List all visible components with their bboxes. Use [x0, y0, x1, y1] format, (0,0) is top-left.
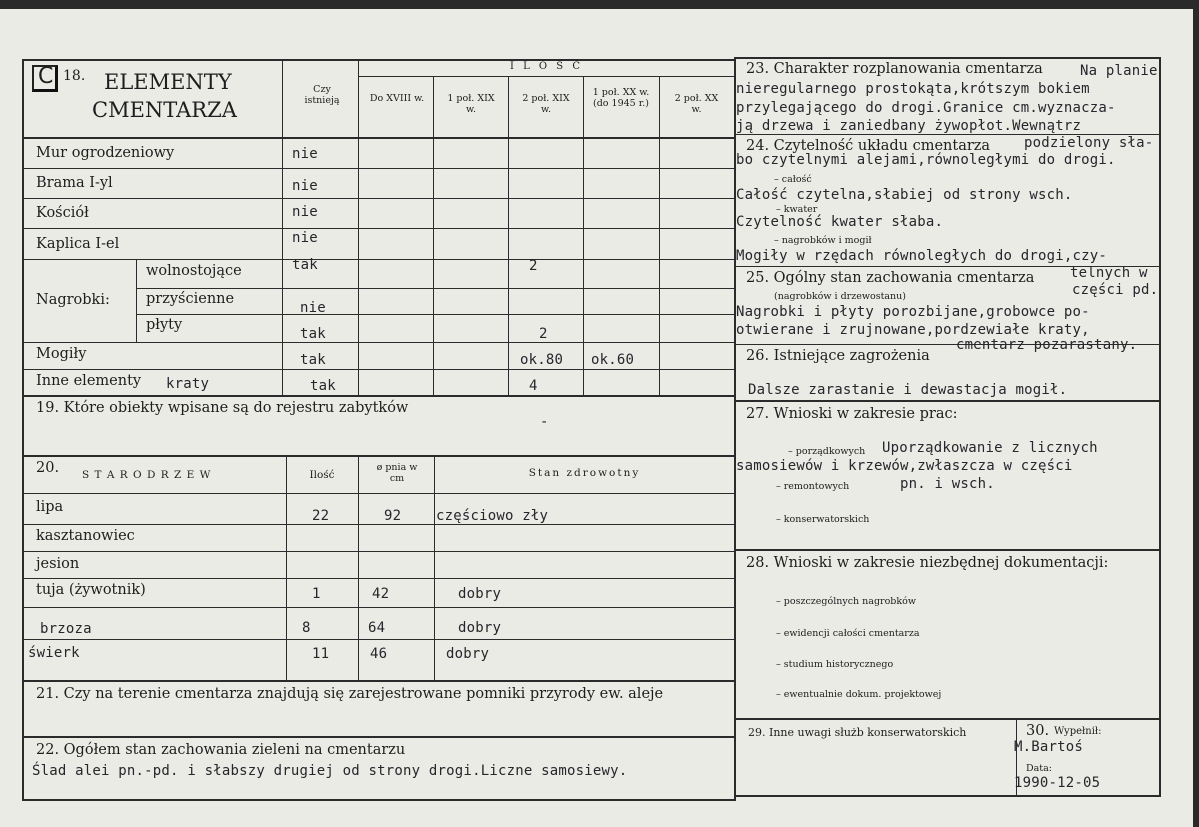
period-1pol-xix: 1 poł. XIX w. [447, 93, 495, 115]
section-21-label: 21. Czy na terenie cmentarza znajdują się zarejestrowane pomniki przyrody ew. aleje [36, 686, 664, 702]
row-inne-2pol-xix: 4 [529, 378, 538, 394]
row-inne-label: Inne elementy [36, 373, 142, 389]
section-29-label: 29. Inne uwagi służb konserwatorskich [748, 726, 967, 739]
section-24-sub-calosc: – całość [774, 174, 812, 185]
rule [358, 76, 735, 77]
frame-bottom-right [734, 795, 1161, 797]
row-plyty-2pol-xix: 2 [539, 326, 548, 342]
rule [22, 168, 735, 169]
rule [136, 314, 735, 315]
section-26-value: Dalsze zarastanie i dewastacja mogił. [748, 382, 1068, 398]
section-23-value-2: nieregularnego prostokąta,krótszym bokiem [736, 81, 1090, 97]
row-nagrobki-label: Nagrobki: [36, 292, 110, 308]
section-19-label: 19. Które obiekty wpisane są do rejestru zabytków [36, 400, 409, 416]
tree-pnia: 46 [370, 646, 388, 662]
section-27-porz-1: Uporządkowanie z licznych [882, 440, 1098, 456]
section-23-value-3: przylegającego do drogi.Granice cm.wyznacza- [736, 100, 1116, 116]
frame-left [22, 59, 24, 801]
row-kosciol-czy: nie [292, 204, 318, 220]
frame-top-right [734, 57, 1160, 59]
tree-stan: dobry [458, 586, 502, 602]
tree-ilosc: 8 [302, 620, 311, 636]
rule [734, 718, 1160, 720]
scan-right-edge [1193, 0, 1199, 827]
row-inne-czy: tak [310, 378, 336, 394]
period-2pol-xix: 2 poł. XIX w. [522, 93, 570, 115]
period-do-xviii: Do XVIII w. [369, 93, 425, 104]
row-mogily-1pol-xx: ok.60 [591, 352, 635, 368]
tree-name: kasztanowiec [36, 528, 135, 544]
rule [22, 639, 735, 640]
tree-name: lipa [36, 499, 64, 515]
section-19-value: - [540, 414, 549, 430]
rule [583, 76, 584, 395]
section-24-sub-kwater: – kwater [776, 204, 818, 215]
row-wolno-label: wolnostojące [146, 263, 242, 279]
rule [659, 76, 660, 395]
section-30-wyp: M.Bartoś [1014, 739, 1084, 755]
period-1pol-xx: 1 poł. XX w. (do 1945 r.) [592, 87, 650, 109]
tree-name: świerk [28, 645, 80, 661]
scan-top-edge [0, 0, 1199, 9]
row-plyty-czy: tak [300, 326, 326, 342]
row-przysc-label: przyścienne [146, 291, 235, 307]
section-24-calosc: Całość czytelna,słabiej od strony wsch. [736, 187, 1073, 203]
tree-ilosc: 22 [312, 508, 330, 524]
section-28-item: – ewidencji całości cmentarza [776, 628, 920, 639]
tree-pnia: 42 [372, 586, 390, 602]
rule [136, 259, 137, 342]
section-23-value-1: Na planie [1080, 63, 1158, 79]
rule [22, 680, 735, 682]
section-24-label: 24. Czytelność układu cmentarza [746, 138, 991, 154]
row-mogily-czy: tak [300, 352, 326, 368]
section-18-number: 18. [63, 68, 86, 84]
section-25-value-5: cmentarz pozarastany. [956, 337, 1138, 353]
section-30-label-data: Data: [1026, 763, 1052, 774]
rule [22, 369, 735, 370]
section-27-sub-rem: – remontowych [776, 481, 850, 492]
tree-stan: częściowo zły [436, 508, 549, 524]
row-kosciol-label: Kościół [36, 205, 89, 221]
rule [22, 137, 735, 139]
row-wolno-czy: tak [292, 257, 318, 273]
section-28-item: – poszczególnych nagrobków [776, 596, 916, 607]
period-2pol-xx: 2 poł. XX w. [674, 93, 719, 115]
row-mogily-label: Mogiły [36, 346, 87, 362]
section-28-item: – studium historycznego [776, 659, 894, 670]
section-24-value-2: bo czytelnymi alejami,równoległymi do drogi. [736, 152, 1116, 168]
rule [22, 578, 735, 579]
rule [282, 59, 283, 395]
rule [22, 228, 735, 229]
rule [22, 524, 735, 525]
tree-name: tuja (żywotnik) [36, 582, 146, 598]
section-30-data: 1990-12-05 [1014, 775, 1101, 791]
section-23-label: 23. Charakter rozplanowania cmentarza [746, 61, 1043, 77]
section-25-label: 25. Ogólny stan zachowania cmentarza [746, 270, 1035, 286]
rule [286, 455, 287, 681]
ilosc-header: I L O Ś Ć [509, 61, 583, 72]
row-kaplica-czy: nie [292, 230, 318, 246]
section-18-title-line1: ELEMENTY [104, 70, 232, 94]
frame-right [1159, 57, 1161, 797]
rule [22, 395, 735, 397]
tree-stan: dobry [446, 646, 490, 662]
section-24-nagrobkow: Mogiły w rzędach równoległych do drogi,czy- [736, 248, 1108, 264]
tree-name: jesion [36, 556, 80, 572]
section-22-value: Ślad alei pn.-pd. i słabszy drugiej od strony drogi.Liczne samosiewy. [32, 763, 628, 779]
rule [734, 549, 1160, 551]
section-28-label: 28. Wnioski w zakresie niezbędnej dokumentacji: [746, 555, 1109, 571]
rule [22, 455, 735, 457]
row-plyty-label: płyty [146, 317, 183, 333]
section-24-value-1: podzielony sła- [1024, 135, 1154, 151]
tree-stan: dobry [458, 620, 502, 636]
rule [22, 198, 735, 199]
rule [22, 493, 735, 494]
rule [136, 288, 735, 289]
col-czy-istnieja: Czy istnieją [304, 84, 340, 106]
section-25-value-1: telnych w [1070, 265, 1148, 281]
col-pnia: ø pnia w cm [376, 462, 418, 484]
row-przysc-czy: nie [300, 300, 326, 316]
rule [358, 455, 359, 681]
section-20-header: S T A R O D R Z E W [82, 469, 212, 481]
cemetery-record-card [12, 14, 1192, 822]
row-brama-czy: nie [292, 178, 318, 194]
section-27-rem-value: pn. i wsch. [900, 476, 995, 492]
tree-ilosc: 11 [312, 646, 330, 662]
section-20-number: 20. [36, 460, 60, 476]
section-27-label: 27. Wnioski w zakresie prac: [746, 406, 958, 422]
rule [22, 736, 735, 738]
section-24-kwater: Czytelność kwater słaba. [736, 214, 944, 230]
section-27-porz-2: samosiewów i krzewów,zwłaszcza w części [736, 458, 1073, 474]
row-brama-label: Brama I-yl [36, 175, 113, 191]
tree-pnia: 64 [368, 620, 386, 636]
section-27-sub-porz: – porządkowych [788, 446, 866, 457]
col-stan: Stan zdrowotny [528, 467, 641, 479]
rule [22, 607, 735, 608]
row-mogily-2pol-xix: ok.80 [520, 352, 564, 368]
tree-pnia: 92 [384, 508, 402, 524]
rule [734, 400, 1160, 402]
rule [22, 342, 735, 343]
section-27-sub-kons: – konserwatorskich [776, 514, 870, 525]
rule [22, 551, 735, 552]
section-28-item: – ewentualnie dokum. projektowej [776, 689, 942, 700]
section-25-value-3: Nagrobki i płyty porozbijane,grobowce po- [736, 304, 1090, 320]
rule [508, 76, 509, 395]
letter-code: C [38, 64, 54, 89]
rule [434, 455, 435, 681]
row-inne-typed: kraty [166, 376, 210, 392]
section-24-sub-nagrobkow: – nagrobków i mogił [774, 235, 872, 246]
section-26-label: 26. Istniejące zagrożenia [746, 348, 930, 364]
frame-center [734, 59, 736, 801]
section-30-label-wyp: Wypełnił: [1054, 726, 1102, 737]
section-25-sub: (nagrobków i drzewostanu) [774, 291, 906, 302]
section-22-label: 22. Ogółem stan zachowania zieleni na cmentarzu [36, 742, 406, 758]
row-kaplica-label: Kaplica I-el [36, 236, 120, 252]
section-18-title-line2: CMENTARZA [92, 98, 237, 122]
row-mur-czy: nie [292, 146, 318, 162]
section-25-value-4: otwierane i zrujnowane,pordzewiałe kraty, [736, 322, 1090, 338]
section-30-number: 30. [1026, 723, 1050, 739]
tree-ilosc: 1 [312, 586, 321, 602]
rule [22, 259, 735, 260]
tree-name: brzoza [40, 621, 92, 637]
rule [358, 59, 359, 395]
section-23-value-4: ją drzewa i zaniedbany żywopłot.Wewnątrz [736, 118, 1082, 134]
row-wolno-2pol-xix: 2 [529, 258, 538, 274]
rule [433, 76, 434, 395]
frame-bottom-left [22, 799, 735, 801]
section-25-value-2: części pd. [1072, 282, 1159, 298]
row-mur-label: Mur ogrodzeniowy [36, 145, 175, 161]
col-ilosc: Ilość [309, 469, 335, 481]
